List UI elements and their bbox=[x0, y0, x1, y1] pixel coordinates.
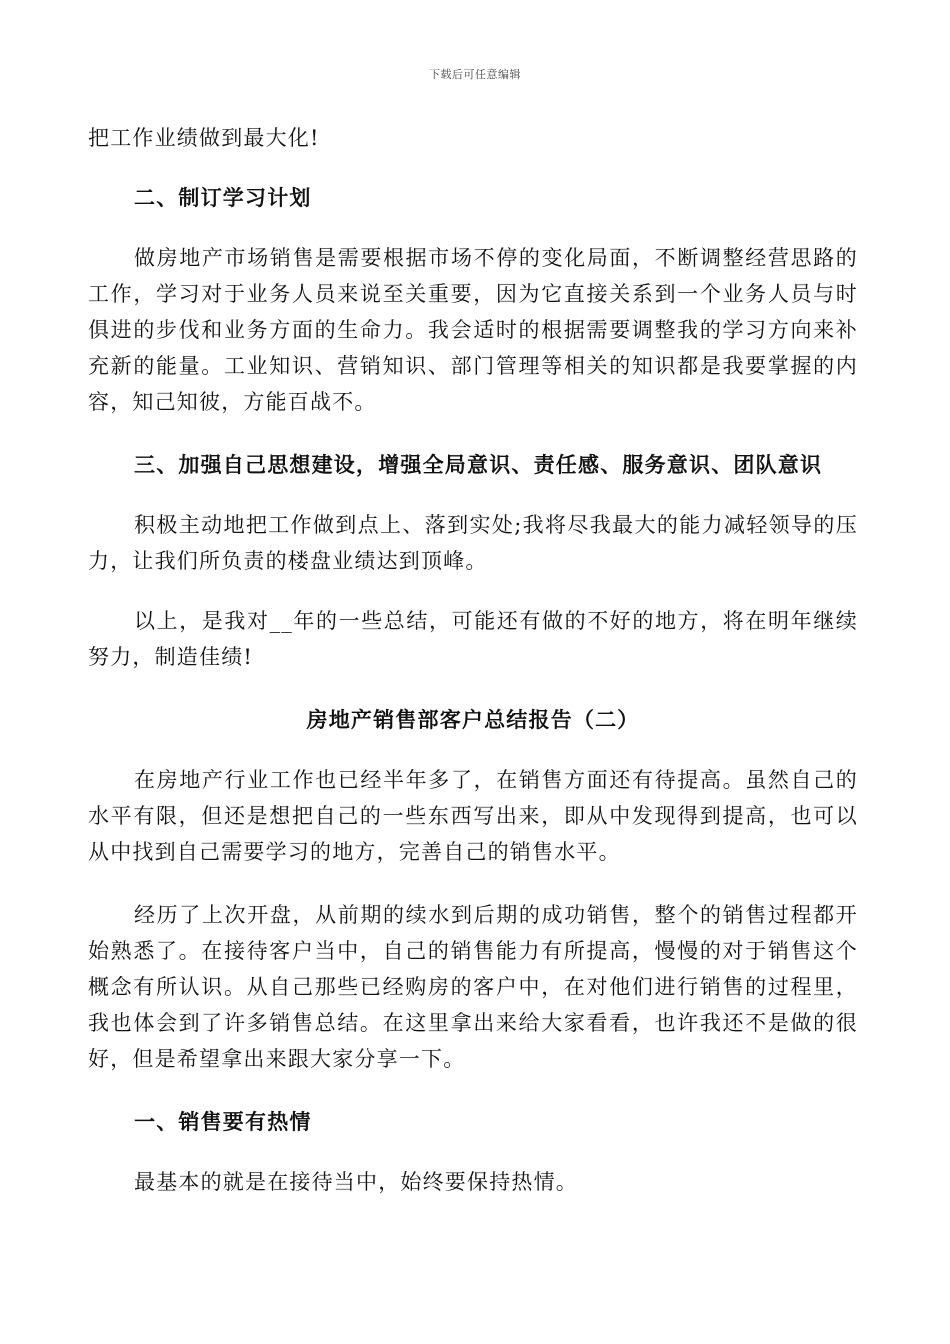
paragraph-experience: 经历了上次开盘，从前期的续水到后期的成功销售，整个的销售过程都开始熟悉了。在接待客户当中，自己的销售能力有所提高，慢慢的对于销售这个概念有所认识。从自己那些已经购房的客户中，在对他们进行销售的过程里，我也体会到了许多销售总结。在这里拿出来给大家看看，也许我还不是做的很好，但是希望拿出来跟大家分享一下。 bbox=[88, 903, 858, 1071]
header-note: 下载后可任意编辑 bbox=[429, 68, 521, 81]
paragraph-intro: 在房地产行业工作也已经半年多了，在销售方面还有待提高。虽然自己的水平有限，但还是想把自己的一些东西写出来，即从中发现得到提高，也可以从中找到自己需要学习的地方，完善自己的销售水平。 bbox=[88, 768, 858, 864]
document-body bbox=[88, 120, 858, 1200]
paragraph-passion: 最基本的就是在接待当中，始终要保持热情。 bbox=[134, 1170, 578, 1194]
section-heading-passion: 一、销售要有热情 bbox=[134, 1109, 312, 1134]
paragraph-continuation: 把工作业绩做到最大化! bbox=[88, 126, 320, 150]
paragraph-summary: 以上，是我对__年的一些总结，可能还有做的不好的地方，将在明年继续努力，制造佳绩! bbox=[88, 609, 858, 669]
paragraph-active: 积极主动地把工作做到点上、落到实处;我将尽我最大的能力减轻领导的压力，让我们所负责的楼盘业绩达到顶峰。 bbox=[88, 513, 858, 573]
paragraph-study: 做房地产市场销售是需要根据市场不停的变化局面，不断调整经营思路的工作，学习对于业务人员来说至关重要，因为它直接关系到一个业务人员与时俱进的步伐和业务方面的生命力。我会适时的根据需要调整我的学习方向来补充新的能量。工业知识、营销知识、部门管理等相关的知识都是我要掌握的内容，知己知彼，方能百战不。 bbox=[88, 246, 858, 414]
report-title-2: 房地产销售部客户总结报告（二） bbox=[306, 707, 640, 732]
section-heading-ideology: 三、加强自己思想建设，增强全局意识、责任感、服务意识、团队意识 bbox=[134, 452, 823, 477]
section-heading-study-plan: 二、制订学习计划 bbox=[134, 185, 312, 210]
